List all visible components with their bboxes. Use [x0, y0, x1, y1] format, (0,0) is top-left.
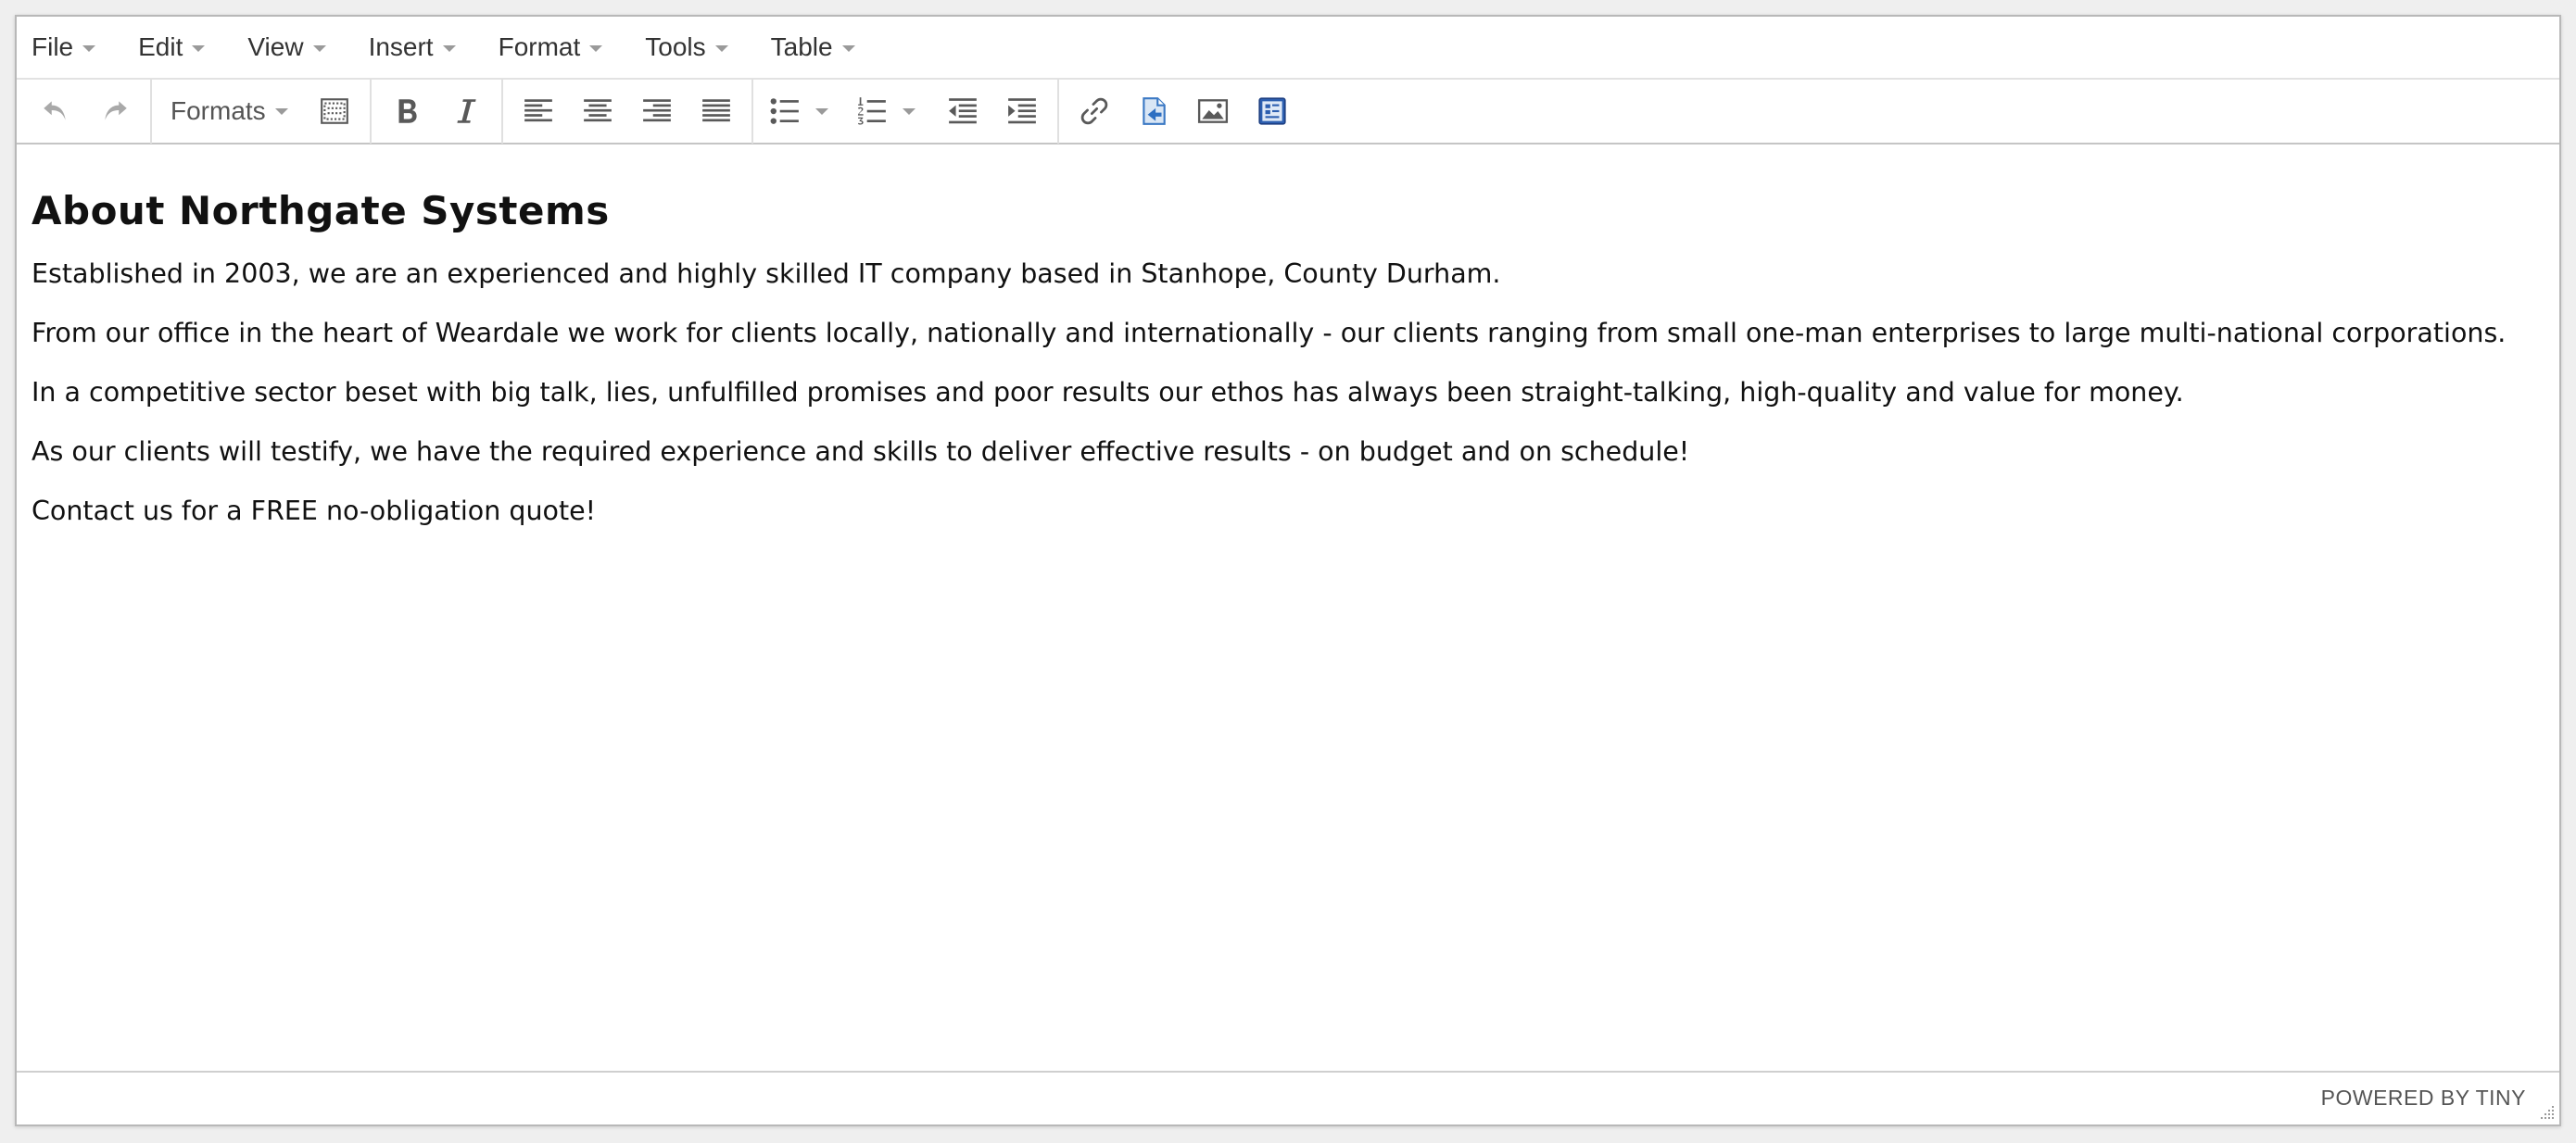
- undo-button[interactable]: [26, 85, 85, 137]
- bullet-list-dropdown[interactable]: [811, 85, 833, 137]
- bold-icon: [391, 95, 423, 127]
- template-icon: [1256, 95, 1288, 127]
- chevron-down-icon: [842, 45, 855, 52]
- editor-content-area[interactable]: [17, 144, 2559, 1073]
- numbered-list-icon: [856, 95, 888, 127]
- italic-button[interactable]: [436, 85, 496, 137]
- align-center-icon: [582, 95, 613, 127]
- lists-group: [753, 79, 1059, 144]
- insert-template-button[interactable]: [1243, 85, 1302, 137]
- content-paragraph: Contact us for a FREE no-obligation quote!: [32, 496, 597, 526]
- chevron-down-icon: [589, 45, 602, 52]
- menu-table-label: Table: [770, 32, 833, 61]
- menu-table[interactable]: [771, 23, 866, 71]
- menu-format[interactable]: [499, 23, 614, 71]
- rich-text-editor: [15, 15, 2561, 1126]
- content-paragraph: From our office in the heart of Weardale we work for clients locally, nationally and internationally - our clients ranging from small one-man enterprises to large multi-national corporations.: [32, 318, 2507, 348]
- formats-group: [152, 79, 372, 144]
- chevron-down-icon: [443, 45, 456, 52]
- insert-file-button[interactable]: [1124, 85, 1183, 137]
- redo-icon: [99, 95, 131, 127]
- undo-icon: [40, 95, 71, 127]
- chevron-down-icon: [715, 45, 728, 52]
- image-icon: [1197, 95, 1229, 127]
- formats-label: Formats: [170, 96, 266, 125]
- italic-icon: [450, 95, 482, 127]
- content-paragraph: As our clients will testify, we have the required experience and skills to deliver effective results - on budget and on schedule!: [32, 436, 1690, 467]
- menu-insert[interactable]: [369, 23, 467, 71]
- content-paragraph: Established in 2003, we are an experienced and highly skilled IT company based in Stanhope, County Durham.: [32, 258, 1501, 289]
- indent-button[interactable]: [992, 85, 1052, 137]
- menu-file[interactable]: [32, 23, 107, 71]
- chevron-down-icon: [815, 108, 828, 115]
- align-justify-icon: [701, 95, 732, 127]
- bullet-list-icon: [769, 95, 801, 127]
- numbered-list-button[interactable]: [846, 85, 898, 137]
- align-right-button[interactable]: [627, 85, 687, 137]
- numbered-list-dropdown[interactable]: [898, 85, 920, 137]
- formats-dropdown[interactable]: [158, 85, 299, 137]
- bold-button[interactable]: [377, 85, 436, 137]
- align-center-button[interactable]: [568, 85, 627, 137]
- insert-file-icon: [1138, 95, 1169, 127]
- link-icon: [1079, 95, 1110, 127]
- align-right-icon: [641, 95, 673, 127]
- menu-view[interactable]: [247, 23, 336, 71]
- insert-group: [1059, 79, 1307, 144]
- menu-view-label: View: [247, 32, 304, 61]
- menu-file-label: File: [32, 32, 74, 61]
- indent-icon: [1006, 95, 1038, 127]
- visual-blocks-icon: [319, 95, 350, 127]
- powered-by-link[interactable]: POWERED BY TINY: [2320, 1086, 2526, 1110]
- menu-edit-label: Edit: [138, 32, 183, 61]
- menu-tools-label: Tools: [645, 32, 706, 61]
- menu-insert-label: Insert: [368, 32, 434, 61]
- toolbar: [17, 80, 2559, 144]
- insert-image-button[interactable]: [1183, 85, 1243, 137]
- menu-format-label: Format: [498, 32, 581, 61]
- content-paragraph: In a competitive sector beset with big talk, lies, unfulfilled promises and poor results our ethos has always been straight-talking, high-quality and value for money.: [32, 377, 2184, 408]
- chevron-down-icon: [313, 45, 326, 52]
- menu-edit[interactable]: [138, 23, 216, 71]
- align-left-button[interactable]: [509, 85, 568, 137]
- outdent-icon: [947, 95, 979, 127]
- menubar: [17, 17, 2559, 80]
- chevron-down-icon: [82, 45, 95, 52]
- menu-tools[interactable]: [645, 23, 739, 71]
- align-left-icon: [523, 95, 554, 127]
- page-heading: About Northgate Systems: [32, 188, 610, 233]
- statusbar: [17, 1071, 2559, 1124]
- alignment-group: [503, 79, 753, 144]
- numbered-list-split-button: [846, 85, 920, 137]
- link-button[interactable]: [1065, 85, 1124, 137]
- text-style-group: [372, 79, 503, 144]
- chevron-down-icon: [903, 108, 915, 115]
- redo-button[interactable]: [85, 85, 145, 137]
- chevron-down-icon: [275, 108, 288, 115]
- history-group: [17, 79, 152, 144]
- bullet-list-button[interactable]: [759, 85, 811, 137]
- align-justify-button[interactable]: [687, 85, 746, 137]
- bullet-list-split-button: [759, 85, 833, 137]
- resize-handle-icon[interactable]: [2537, 1102, 2556, 1121]
- outdent-button[interactable]: [933, 85, 992, 137]
- visual-blocks-button[interactable]: [305, 85, 364, 137]
- chevron-down-icon: [192, 45, 205, 52]
